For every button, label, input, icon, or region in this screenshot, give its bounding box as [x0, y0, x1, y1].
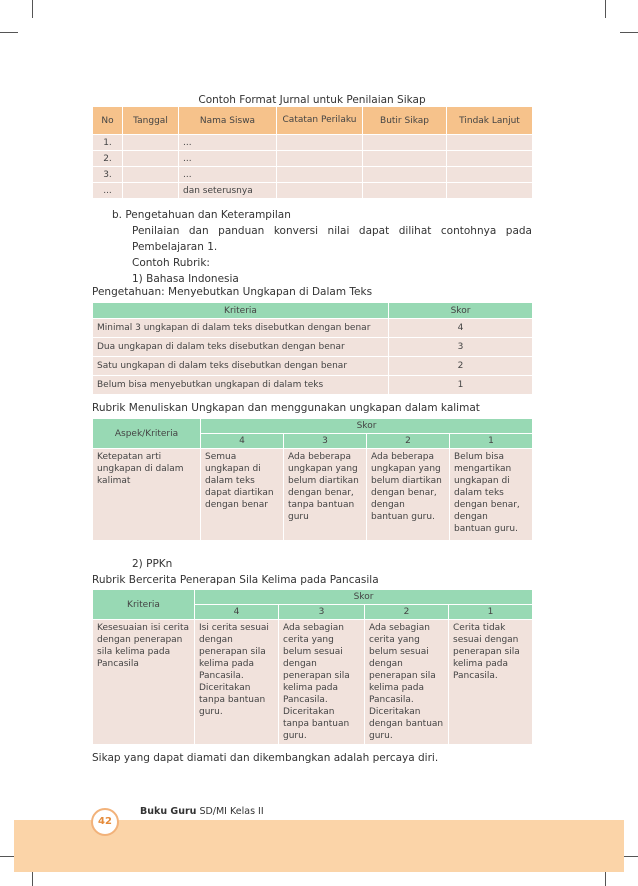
journal-header-catatan: Catatan Perilaku — [277, 107, 363, 135]
rubrik2-header-aspek: Aspek/Kriteria — [93, 419, 201, 449]
table-row — [93, 319, 533, 338]
rubrik1-cell: Dua ungkapan di dalam teks disebutkan dengan benar — [93, 338, 389, 357]
rubrik1-header-skor: Skor — [389, 303, 533, 319]
rubrik2-cell: Ada beberapa ungkapan yang belum diartikan dengan benar, dengan bantuan guru. — [367, 449, 450, 541]
journal-cell — [363, 183, 447, 199]
journal-cell: 2. — [93, 151, 123, 167]
journal-cell — [123, 151, 179, 167]
journal-cell — [277, 167, 363, 183]
rubrik1-title: Pengetahuan: Menyebutkan Ungkapan di Dalam Teks — [92, 286, 373, 298]
rubrik3-header-kriteria: Kriteria — [93, 590, 195, 620]
rubrik1-cell: Belum bisa menyebutkan ungkapan di dalam teks — [93, 376, 389, 395]
journal-cell: ... — [179, 151, 277, 167]
journal-cell: dan seterusnya — [179, 183, 277, 199]
rubrik2-score-1: 1 — [450, 434, 533, 449]
rubrik3-cell: Ada sebagian cerita yang belum sesuai dengan penerapan sila kelima pada Pancasila. Diceritakan dengan bantuan guru. — [365, 620, 449, 745]
rubrik3-table — [92, 589, 533, 745]
section-b-heading: b. Pengetahuan dan Keterampilan — [112, 209, 291, 221]
table-row — [93, 167, 533, 183]
journal-cell: ... — [179, 135, 277, 151]
crop-mark — [0, 32, 18, 33]
rubrik3-title: Rubrik Bercerita Penerapan Sila Kelima pada Pancasila — [92, 574, 379, 586]
journal-cell — [447, 151, 533, 167]
table-row — [93, 376, 533, 395]
journal-cell — [123, 135, 179, 151]
rubrik1-cell: 3 — [389, 338, 533, 357]
table-row — [93, 357, 533, 376]
crop-mark — [605, 0, 606, 18]
journal-cell — [447, 167, 533, 183]
rubrik1-cell: 1 — [389, 376, 533, 395]
journal-cell: ... — [179, 167, 277, 183]
section-b-paragraph: Penilaian dan panduan konversi nilai dapat dilihat contohnya pada Pembelajaran 1. — [132, 225, 532, 253]
rubrik3-cell-kriteria: Kesesuaian isi cerita dengan penerapan sila kelima pada Pancasila — [93, 620, 195, 745]
journal-title: Contoh Format Jurnal untuk Penilaian Sikap — [198, 94, 426, 106]
section-b — [112, 207, 532, 287]
closing-sentence: Sikap yang dapat diamati dan dikembangkan adalah percaya diri. — [92, 752, 439, 764]
rubrik2-title: Rubrik Menuliskan Ungkapan dan menggunakan ungkapan dalam kalimat — [92, 402, 480, 414]
rubrik1-cell: Satu ungkapan di dalam teks disebutkan dengan benar — [93, 357, 389, 376]
rubrik3-cell: Cerita tidak sesuai dengan penerapan sila kelima pada Pancasila. — [449, 620, 533, 745]
rubrik1-header-kriteria: Kriteria — [93, 303, 389, 319]
rubrik2-score-3: 3 — [284, 434, 367, 449]
journal-cell — [363, 135, 447, 151]
rubrik2-table — [92, 418, 533, 541]
journal-cell: 3. — [93, 167, 123, 183]
crop-mark — [620, 32, 638, 33]
journal-header-tanggal: Tanggal — [123, 107, 179, 135]
journal-cell — [123, 167, 179, 183]
journal-header-butir: Butir Sikap — [363, 107, 447, 135]
table-row — [93, 338, 533, 357]
rubrik3-score-1: 1 — [449, 605, 533, 620]
journal-cell: 1. — [93, 135, 123, 151]
journal-cell — [447, 183, 533, 199]
contoh-rubrik-label: Contoh Rubrik: — [132, 257, 210, 269]
rubrik1-table — [92, 302, 533, 395]
crop-mark — [32, 0, 33, 18]
footer-book-label — [140, 806, 264, 817]
journal-header-tindak: Tindak Lanjut — [447, 107, 533, 135]
rubrik3-score-3: 3 — [279, 605, 365, 620]
ppkn-label: 2) PPKn — [132, 558, 173, 570]
journal-cell — [363, 151, 447, 167]
journal-cell: ... — [93, 183, 123, 199]
footer-book-title: Buku Guru — [140, 806, 197, 817]
rubrik3-cell: Isi cerita sesuai dengan penerapan sila kelima pada Pancasila. Diceritakan tanpa bantuan guru. — [195, 620, 279, 745]
rubrik3-cell: Ada sebagian cerita yang belum sesuai dengan penerapan sila kelima pada Pancasila. Diceritakan tanpa bantuan guru. — [279, 620, 365, 745]
table-row — [93, 151, 533, 167]
journal-cell — [277, 135, 363, 151]
journal-header-no: No — [93, 107, 123, 135]
rubrik2-score-4: 4 — [201, 434, 284, 449]
bahasa-indonesia-label: 1) Bahasa Indonesia — [132, 273, 239, 285]
rubrik2-cell: Ada beberapa ungkapan yang belum diartikan dengan benar, tanpa bantuan guru — [284, 449, 367, 541]
rubrik1-cell: Minimal 3 ungkapan di dalam teks disebutkan dengan benar — [93, 319, 389, 338]
journal-cell — [447, 135, 533, 151]
journal-cell — [363, 167, 447, 183]
page-number: 42 — [91, 808, 119, 836]
rubrik3-score-2: 2 — [365, 605, 449, 620]
rubrik2-cell: Semua ungkapan di dalam teks dapat diartikan dengan benar — [201, 449, 284, 541]
journal-header-nama: Nama Siswa — [179, 107, 277, 135]
journal-table — [92, 106, 533, 199]
table-row — [93, 449, 533, 541]
table-row — [93, 620, 533, 745]
footer-level: SD/MI Kelas II — [199, 806, 264, 817]
journal-cell — [277, 183, 363, 199]
journal-cell — [123, 183, 179, 199]
table-row — [93, 135, 533, 151]
journal-cell — [277, 151, 363, 167]
rubrik2-cell: Belum bisa mengartikan ungkapan di dalam teks dengan benar, dengan bantuan guru. — [450, 449, 533, 541]
table-row — [93, 183, 533, 199]
rubrik3-header-skor: Skor — [195, 590, 533, 605]
rubrik2-score-2: 2 — [367, 434, 450, 449]
rubrik1-cell: 2 — [389, 357, 533, 376]
rubrik1-cell: 4 — [389, 319, 533, 338]
rubrik2-cell-aspek: Ketepatan arti ungkapan di dalam kalimat — [93, 449, 201, 541]
rubrik2-header-skor: Skor — [201, 419, 533, 434]
rubrik3-score-4: 4 — [195, 605, 279, 620]
